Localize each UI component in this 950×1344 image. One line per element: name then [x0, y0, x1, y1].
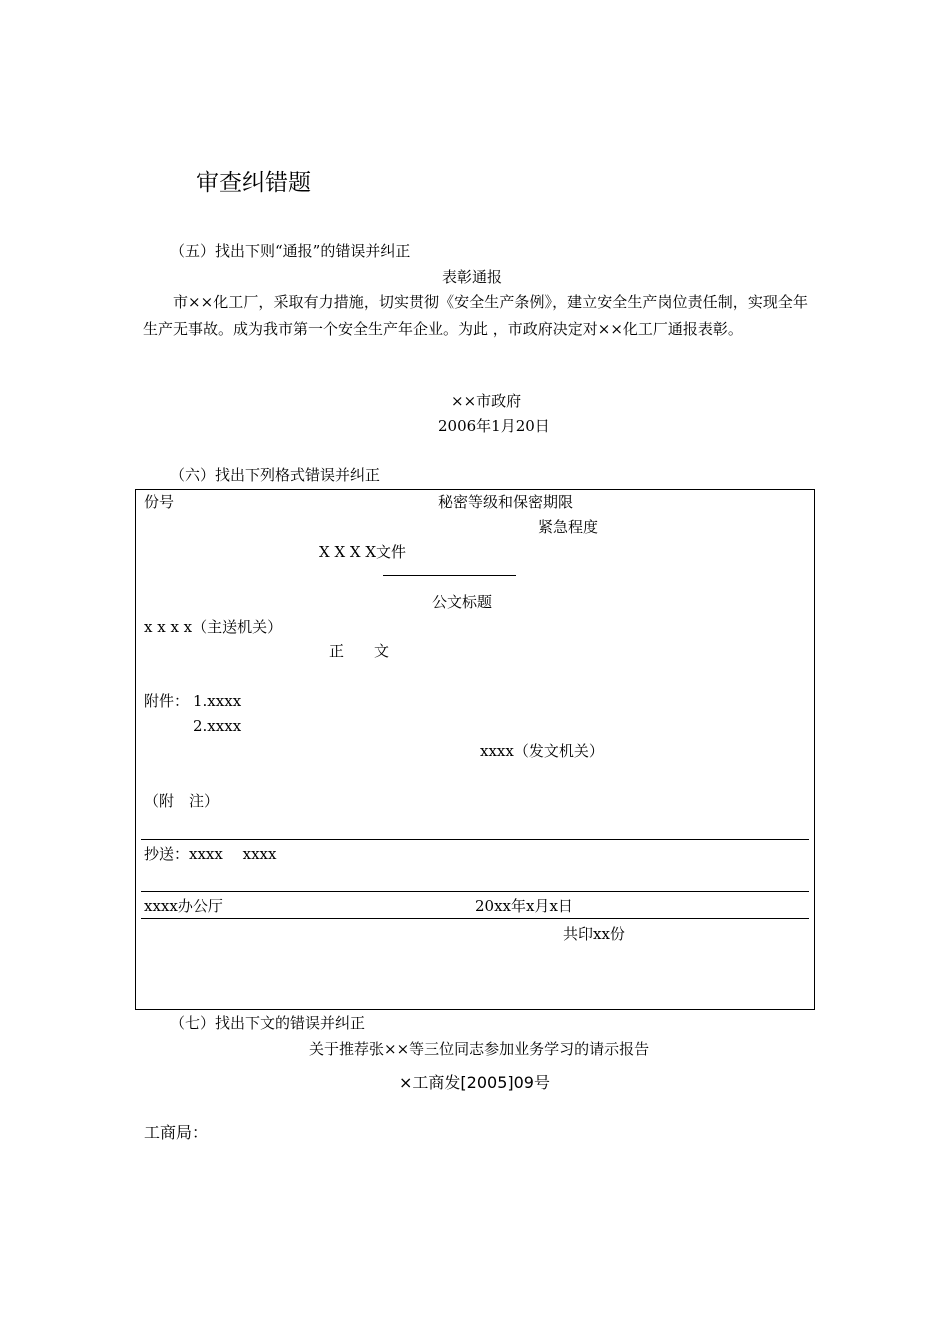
urgency-level: 紧急程度 — [538, 518, 599, 536]
format-box — [135, 489, 815, 1010]
copy-number: 份号 — [144, 493, 175, 511]
page-title: 审查纠错题 — [196, 170, 311, 196]
rule-3 — [141, 918, 809, 919]
body-text: 正 文 — [329, 642, 390, 660]
annotation: （附 注） — [144, 792, 220, 810]
q5-prompt: （五）找出下则“通报”的错误并纠正 — [170, 242, 411, 260]
rule-1 — [141, 839, 809, 840]
q5-notice-body: 市××化工厂，采取有力措施，切实贯彻《安全生产条例》，建立安全生产岗位责任制，实现全年生产无事故。成为我市第一个安全生产年企业。为此 ，市政府决定对××化工厂通报表彰。 — [143, 293, 808, 338]
q7-addressee: 工商局： — [144, 1123, 209, 1142]
q7-prompt: （七）找出下文的错误并纠正 — [170, 1014, 366, 1032]
rule-2 — [141, 891, 809, 892]
attachment-label: 附件： — [144, 692, 190, 710]
print-date: 20xx年x月x日 — [475, 897, 573, 915]
attachment-1: 1.xxxx — [193, 692, 242, 710]
q6-prompt: （六）找出下列格式错误并纠正 — [170, 466, 381, 484]
header-rule — [383, 575, 516, 576]
doc-header: X X X X文件 — [319, 543, 407, 561]
q7-doc-number: ×工商发[2005]09号 — [399, 1073, 550, 1092]
issuing-authority: xxxx（发文机关） — [480, 742, 604, 760]
q5-notice-title: 表彰通报 — [442, 268, 503, 286]
doc-title: 公文标题 — [432, 593, 493, 611]
q5-issuer: ××市政府 — [451, 392, 522, 410]
main-recipient: x x x x（主送机关） — [144, 618, 283, 636]
cc-line: 抄送：xxxx xxxx — [144, 845, 277, 863]
attachment-2: 2.xxxx — [193, 717, 242, 735]
q5-date: 2006年1月20日 — [438, 417, 550, 435]
copies-printed: 共印xx份 — [563, 925, 625, 943]
q7-title: 关于推荐张××等三位同志参加业务学习的请示报告 — [309, 1040, 650, 1058]
secret-level: 秘密等级和保密期限 — [438, 493, 574, 511]
printing-office: xxxx办公厅 — [144, 897, 223, 915]
